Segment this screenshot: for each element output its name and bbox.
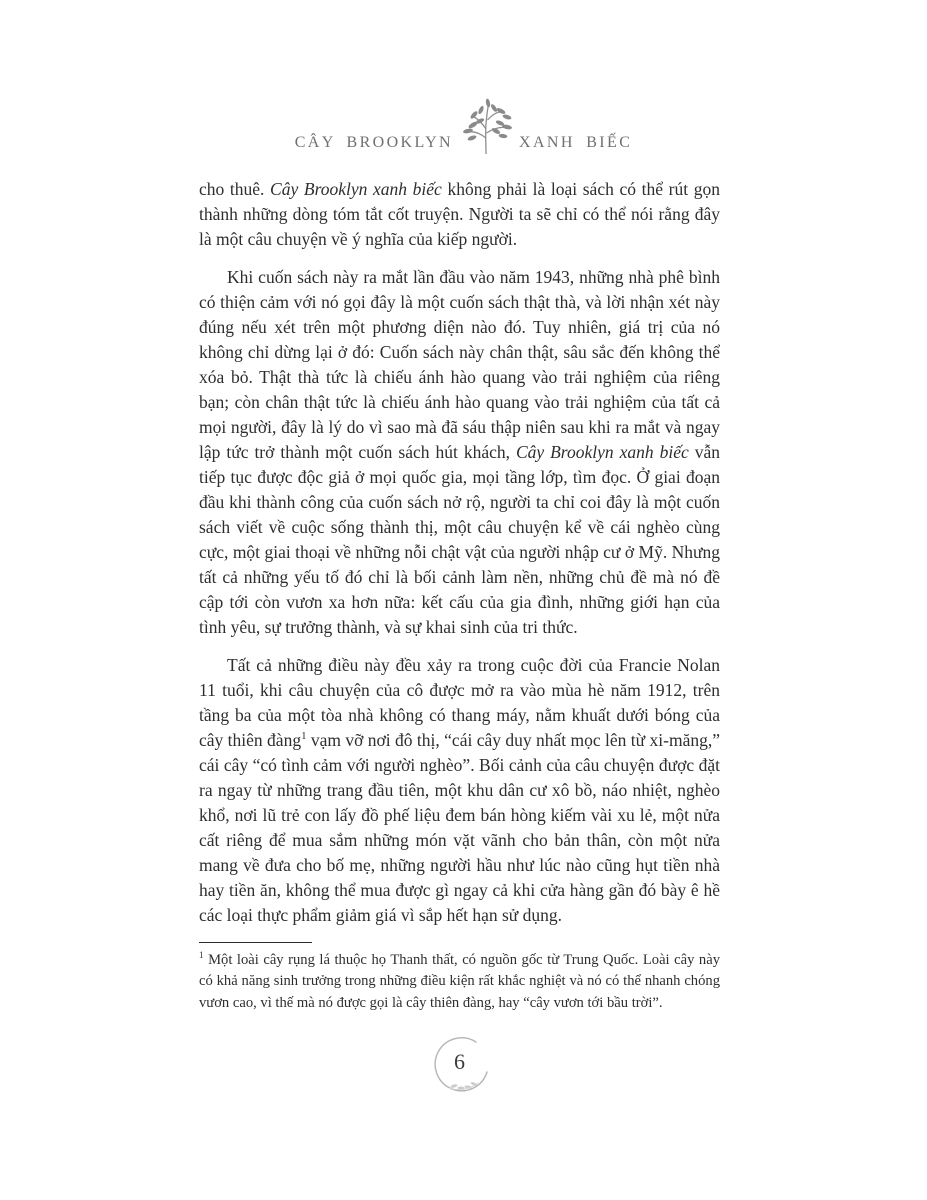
book-title-italic: Cây Brooklyn xanh biếc bbox=[515, 442, 689, 462]
paragraph bbox=[199, 265, 720, 640]
paragraph bbox=[199, 653, 720, 928]
header-title-right: XANH BIẾC bbox=[519, 134, 633, 151]
page-footer bbox=[0, 1036, 927, 1102]
text-run: Khi cuốn sách này ra mắt lần đầu vào năm 1943, những nhà phê bình có thiện cảm với nó gọi đây là một cuốn sách thật thà, và lời nhận xét này đúng nếu xét trên một phương diện nào đó. Tuy nhiên, giá trị của nó không chỉ dừng lại ở đó: Cuốn sách này chân thật, sâu sắc đến không thể xóa bỏ. Thật thà tức là chiếu ánh hào quang vào trải nghiệm của riêng bạn; còn chân thật tức là chiếu ánh hào quang vào trải nghiệm của tất cả mọi người, đây là lý do vì sao mà đã sáu thập niên sau khi ra mắt và ngay lập tức trở thành một cuốn sách hút khách, bbox=[199, 267, 720, 462]
text-run: không phải là loại sách có thể rút gọn thành những dòng tóm tắt cốt truyện. Người ta sẽ chỉ có thể nói rằng đây là một câu chuyện về ý nghĩa của kiếp người. bbox=[199, 179, 720, 249]
footnote bbox=[199, 942, 720, 1014]
footnote-marker: 1 bbox=[301, 730, 307, 743]
page-number: 6 bbox=[454, 1049, 465, 1074]
text-run: vẫn tiếp tục được độc giả ở mọi quốc gia, mọi tầng lớp, tìm đọc. Ở giai đoạn đầu khi thành công của cuốn sách nở rộ, người ta chỉ coi đây là một cuốn sách viết về cuộc sống thành thị, một câu chuyện kể về cái nghèo cùng cực, một giai thoại về những nỗi chật vật của người nhập cư ở Mỹ. Nhưng tất cả những yếu tố đó chỉ là bối cảnh làm nền, những chủ đề mà nó đề cập tới còn vươn xa hơn nữa: kết cấu của gia đình, những giới hạn của tình yêu, sự trưởng thành, và sự khai sinh của tri thức. bbox=[199, 442, 720, 637]
page-number-ornament bbox=[431, 1036, 497, 1102]
book-title-italic: Cây Brooklyn xanh biếc bbox=[270, 179, 442, 199]
footnote-text bbox=[199, 950, 720, 1014]
paragraph bbox=[199, 177, 720, 252]
book-header bbox=[0, 98, 927, 154]
footnote-marker: 1 bbox=[199, 950, 204, 961]
body-text bbox=[199, 177, 720, 1014]
footnote-divider bbox=[199, 942, 312, 943]
tree-sapling-icon bbox=[460, 98, 512, 154]
text-run: cho thuê. bbox=[199, 179, 271, 199]
header-title-left: CÂY BROOKLYN bbox=[294, 134, 453, 151]
text-run: vạm vỡ nơi đô thị, “cái cây duy nhất mọc lên từ xi-măng,” cái cây “có tình cảm với người nghèo”. Bối cảnh của câu chuyện được đặt ra ngay từ những trang đầu tiên, một khu dân cư xô bồ, náo nhiệt, nghèo khổ, nơi lũ trẻ con lấy đồ phế liệu đem bán hòng kiếm vài xu lẻ, một nửa cất riêng để mua sắm những món vặt vãnh cho bản thân, còn một nửa mang về đưa cho bố mẹ, những người hầu như lúc nào cũng hụt tiền nhà hay tiền ăn, không thể mua được gì ngay cả khi cửa hàng gần đó bày ê hề các loại thực phẩm giảm giá vì sắp hết hạn sử dụng. bbox=[199, 730, 721, 925]
text-run: Một loài cây rụng lá thuộc họ Thanh thất, có nguồn gốc từ Trung Quốc. Loài cây này có khả năng sinh trưởng trong những điều kiện rất khắc nghiệt và nó có thể nhanh chóng vươn cao, vì thế mà nó được gọi là cây thiên đàng, hay “cây vươn tới bầu trời”. bbox=[199, 952, 720, 1011]
text-run: Tất cả những điều này đều xảy ra trong cuộc đời của Francie Nolan 11 tuổi, khi câu chuyện của cô được mở ra vào mùa hè năm 1912, trên tầng ba của một tòa nhà không có thang máy, nằm khuất dưới bóng của cây thiên đàng bbox=[199, 655, 720, 750]
